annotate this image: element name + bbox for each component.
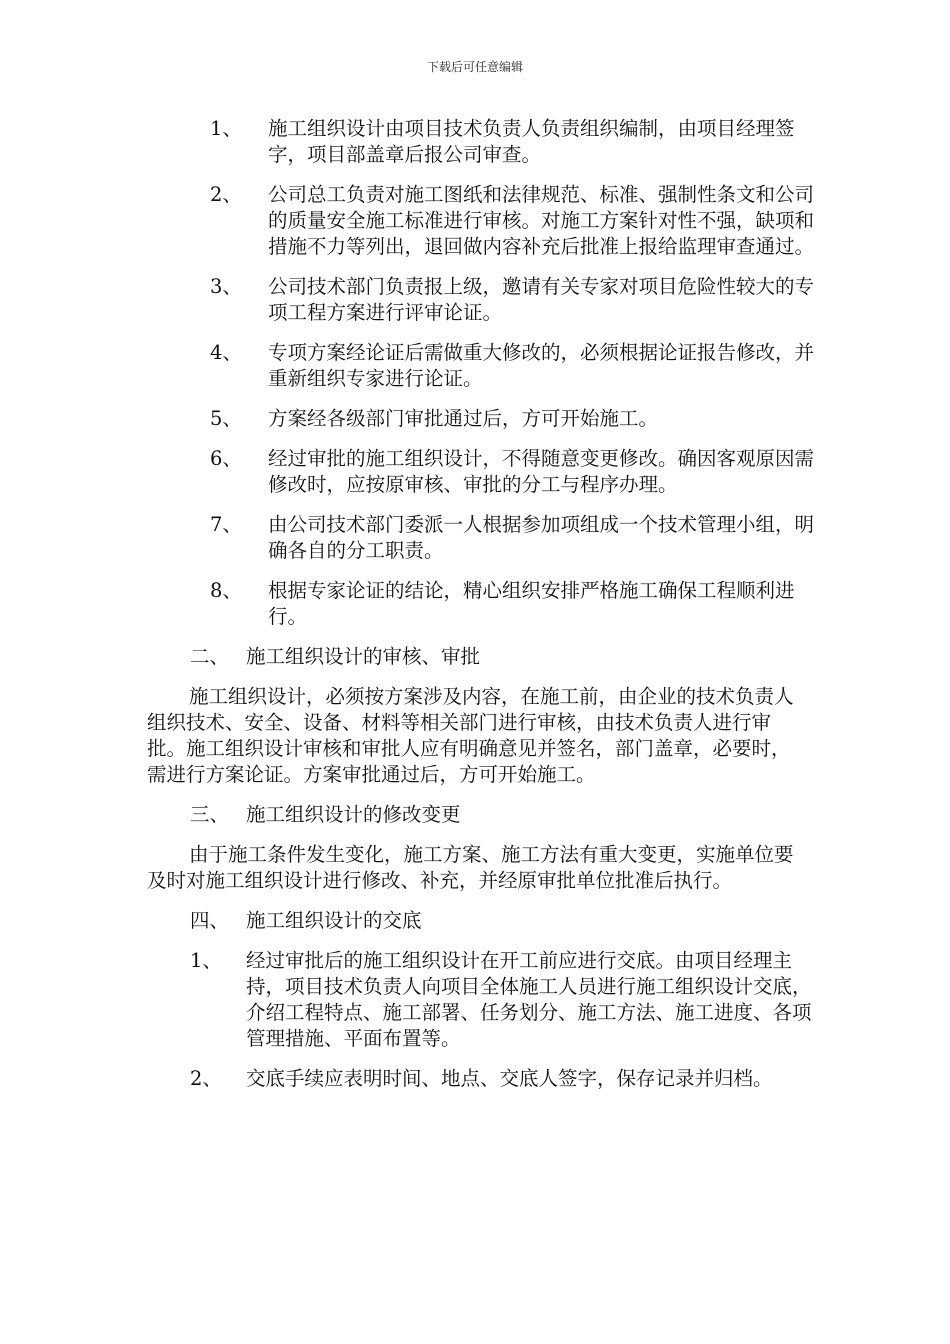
item-number: 2、 bbox=[190, 1067, 222, 1090]
list-item bbox=[0, 340, 950, 392]
item-number: 1、 bbox=[210, 117, 242, 140]
section-title: 施工组织设计的修改变更 bbox=[246, 803, 461, 826]
section-number: 四、 bbox=[190, 909, 230, 932]
item-text: 方案经各级部门审批通过后，方可开始施工。 bbox=[268, 407, 659, 430]
item-text: 经过审批后的施工组织设计在开工前应进行交底。由项目经理主持，项目技术负责人向项目全体施工人员进行施工组织设计交底，介绍工程特点、施工部署、任务划分、施工方法、施工进度、各项管理措施、平面布置等。 bbox=[246, 949, 812, 1050]
section-heading-2 bbox=[0, 644, 950, 670]
list-item bbox=[0, 182, 950, 260]
list-item bbox=[0, 1066, 950, 1092]
list-item bbox=[0, 578, 950, 630]
approval-steps-list bbox=[0, 116, 950, 630]
item-number: 1、 bbox=[190, 949, 222, 972]
item-text: 经过审批的施工组织设计，不得随意变更修改。确因客观原因需修改时，应按原审核、审批的分工与程序办理。 bbox=[268, 447, 815, 496]
item-number: 3、 bbox=[210, 275, 242, 298]
list-item bbox=[0, 446, 950, 498]
document-body bbox=[0, 116, 950, 1106]
item-text: 公司技术部门负责报上级，邀请有关专家对项目危险性较大的专项工程方案进行评审论证。 bbox=[268, 275, 815, 324]
list-item bbox=[0, 512, 950, 564]
item-number: 2、 bbox=[210, 183, 242, 206]
list-item bbox=[0, 116, 950, 168]
page-header: 下载后可任意编辑 bbox=[426, 60, 523, 74]
section-heading-4 bbox=[0, 908, 950, 934]
section-paragraph: 由于施工条件发生变化，施工方案、施工方法有重大变更，实施单位要及时对施工组织设计进行修改、补充，并经原审批单位批准后执行。 bbox=[147, 843, 794, 892]
item-number: 7、 bbox=[210, 513, 242, 536]
item-text: 公司总工负责对施工图纸和法律规范、标准、强制性条文和公司的质量安全施工标准进行审核。对施工方案针对性不强，缺项和措施不力等列出，退回做内容补充后批准上报给监理审查通过。 bbox=[268, 183, 815, 258]
list-item bbox=[0, 948, 950, 1052]
section-paragraph: 施工组织设计，必须按方案涉及内容，在施工前，由企业的技术负责人组织技术、安全、设备、材料等相关部门进行审核，由技术负责人进行审批。施工组织设计审核和审批人应有明确意见并签名，部门盖章，必要时，需进行方案论证。方案审批通过后，方可开始施工。 bbox=[147, 685, 794, 786]
section-number: 二、 bbox=[190, 645, 230, 668]
item-text: 由公司技术部门委派一人根据参加项组成一个技术管理小组，明确各自的分工职责。 bbox=[268, 513, 815, 562]
item-number: 8、 bbox=[210, 579, 242, 602]
item-text: 交底手续应表明时间、地点、交底人签字，保存记录并归档。 bbox=[246, 1067, 773, 1090]
item-number: 4、 bbox=[210, 341, 242, 364]
item-number: 5、 bbox=[210, 407, 242, 430]
item-text: 施工组织设计由项目技术负责人负责组织编制，由项目经理签字，项目部盖章后报公司审查。 bbox=[268, 117, 795, 166]
section-title: 施工组织设计的审核、审批 bbox=[246, 645, 481, 668]
section-heading-3 bbox=[0, 802, 950, 828]
list-item bbox=[0, 274, 950, 326]
item-number: 6、 bbox=[210, 447, 242, 470]
section-number: 三、 bbox=[190, 803, 230, 826]
briefing-list bbox=[0, 948, 950, 1092]
item-text: 专项方案经论证后需做重大修改的，必须根据论证报告修改，并重新组织专家进行论证。 bbox=[268, 341, 815, 390]
item-text: 根据专家论证的结论，精心组织安排严格施工确保工程顺利进行。 bbox=[268, 579, 795, 628]
section-title: 施工组织设计的交底 bbox=[246, 909, 422, 932]
list-item bbox=[0, 406, 950, 432]
